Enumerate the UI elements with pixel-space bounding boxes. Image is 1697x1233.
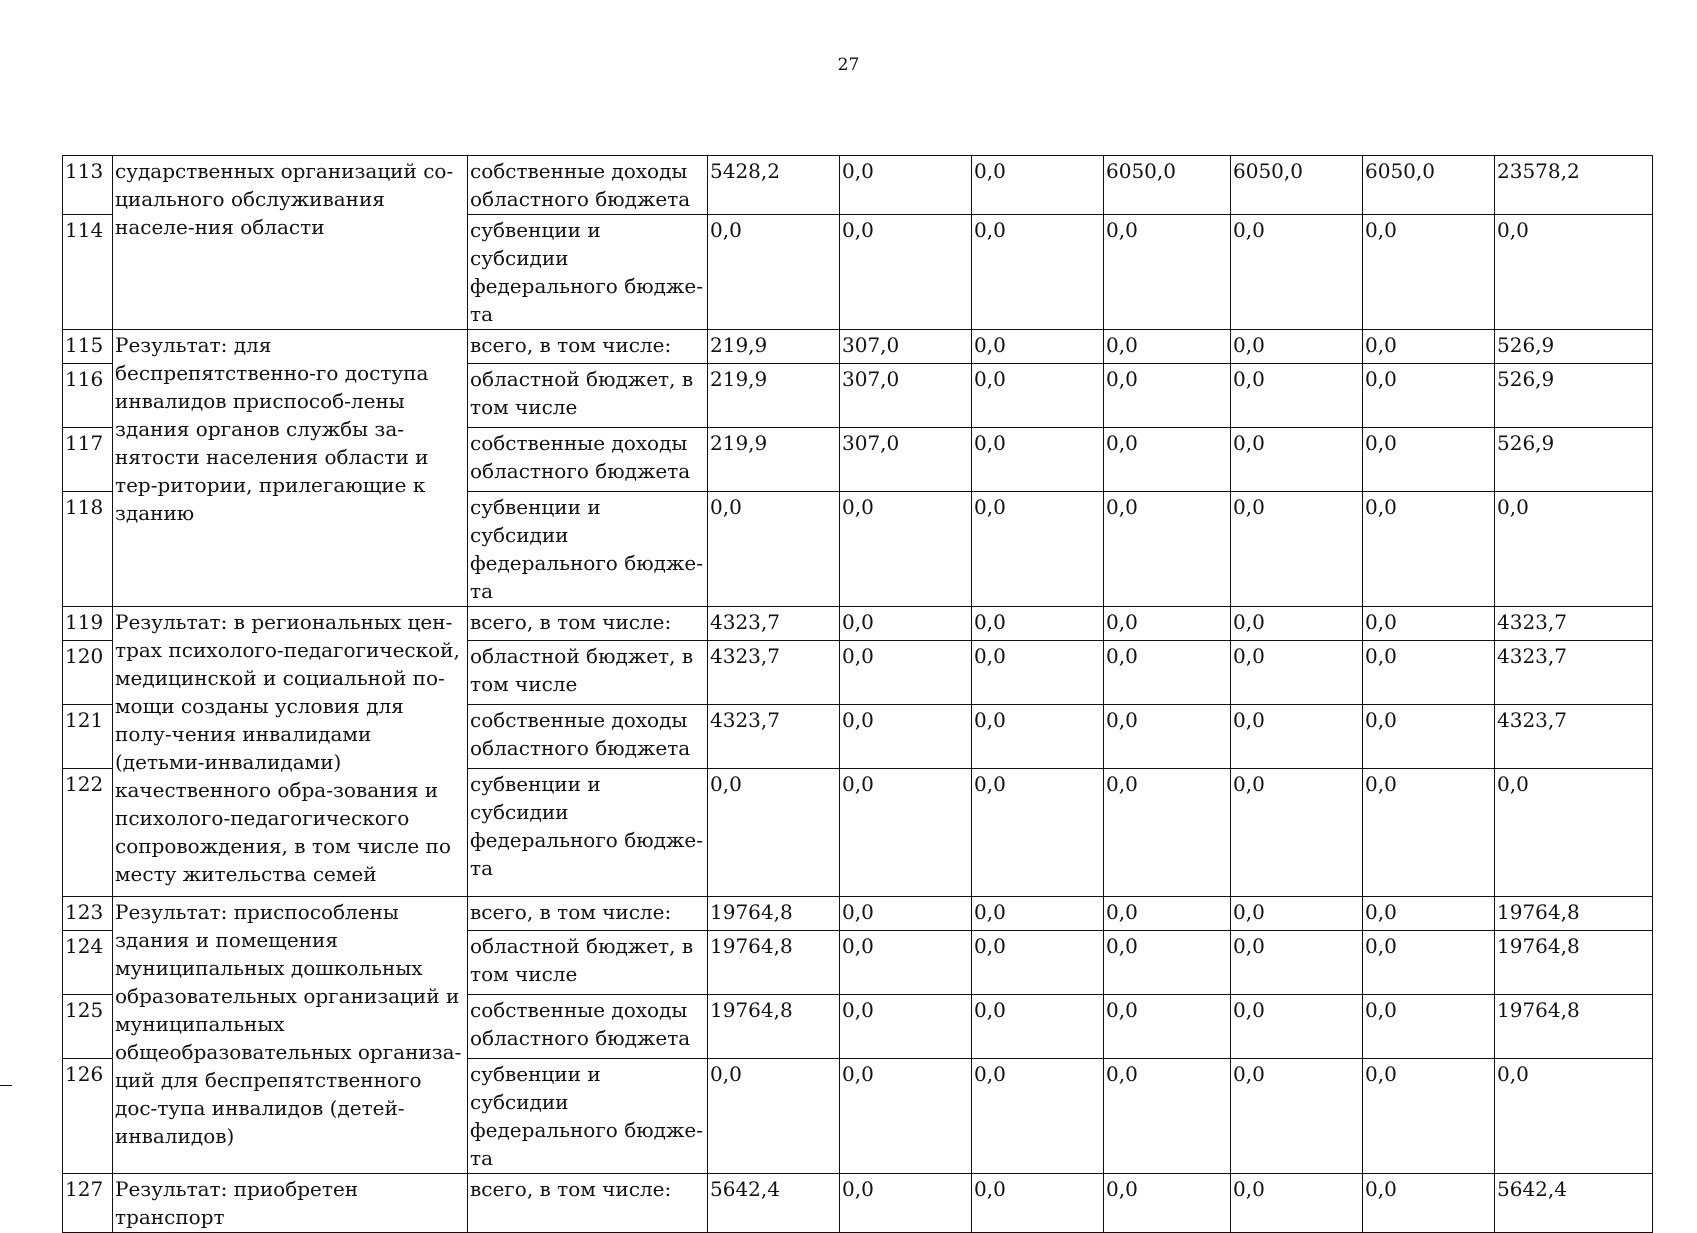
amount-value: 0,0 [840, 931, 972, 995]
amount-value: 0,0 [972, 215, 1104, 330]
row-number: 127 [63, 1174, 113, 1233]
amount-value: 0,0 [972, 330, 1104, 364]
amount-value: 0,0 [840, 1059, 972, 1174]
amount-value: 6050,0 [1231, 156, 1363, 215]
amount-value: 6050,0 [1104, 156, 1231, 215]
amount-value: 0,0 [840, 215, 972, 330]
table-row [63, 1174, 1653, 1233]
result-description: Результат: в региональных цен-трах психолого-педагогической, медицинской и социальной по-мощи созданы условия для полу-чения инвалидами (детьми-инвалидами) качественного обра-зования и психолого-педагогического сопровождения, в том числе по месту жительства семей [113, 607, 468, 897]
result-description: Результат: для беспрепятственно-го доступа инвалидов приспособ-лены здания органов службы за-нятости населения области и тер-ритории, прилегающие к зданию [113, 330, 468, 607]
amount-value: 0,0 [1363, 931, 1495, 995]
amount-value: 0,0 [972, 897, 1104, 931]
amount-value: 0,0 [972, 1059, 1104, 1174]
amount-value: 0,0 [1104, 995, 1231, 1059]
amount-value: 0,0 [1363, 215, 1495, 330]
amount-value: 219,9 [708, 330, 840, 364]
amount-value: 0,0 [1363, 1174, 1495, 1233]
amount-value: 0,0 [840, 607, 972, 641]
amount-value: 0,0 [1231, 705, 1363, 769]
total-value: 0,0 [1495, 215, 1653, 330]
amount-value: 19764,8 [708, 995, 840, 1059]
total-value: 19764,8 [1495, 897, 1653, 931]
amount-value: 0,0 [840, 705, 972, 769]
funding-source: областной бюджет, в том числе [468, 641, 708, 705]
funding-source: собственные доходы областного бюджета [468, 156, 708, 215]
budget-table [62, 155, 1653, 1233]
total-value: 19764,8 [1495, 931, 1653, 995]
row-number: 116 [63, 364, 113, 428]
amount-value: 0,0 [1231, 492, 1363, 607]
amount-value: 0,0 [1231, 364, 1363, 428]
amount-value: 4323,7 [708, 607, 840, 641]
amount-value: 0,0 [1363, 1059, 1495, 1174]
amount-value: 0,0 [708, 769, 840, 897]
funding-source: всего, в том числе: [468, 1174, 708, 1233]
row-number: 120 [63, 641, 113, 705]
amount-value: 0,0 [1104, 897, 1231, 931]
funding-source: субвенции и субсидии федерального бюдже-та [468, 215, 708, 330]
amount-value: 0,0 [1231, 330, 1363, 364]
amount-value: 19764,8 [708, 897, 840, 931]
funding-source: собственные доходы областного бюджета [468, 995, 708, 1059]
amount-value: 5642,4 [708, 1174, 840, 1233]
table-row [63, 330, 1653, 364]
amount-value: 0,0 [840, 769, 972, 897]
amount-value: 0,0 [972, 995, 1104, 1059]
amount-value: 0,0 [1363, 705, 1495, 769]
amount-value: 0,0 [1231, 1174, 1363, 1233]
amount-value: 0,0 [1104, 492, 1231, 607]
amount-value: 0,0 [1231, 215, 1363, 330]
amount-value: 0,0 [1231, 641, 1363, 705]
amount-value: 307,0 [840, 428, 972, 492]
amount-value: 0,0 [1231, 428, 1363, 492]
result-description: Результат: приспособлены здания и помещения муниципальных дошкольных образовательных организаций и муниципальных общеобразовательных организа-ций для беспрепятственного дос-тупа инвалидов (детей-инвалидов) [113, 897, 468, 1174]
amount-value: 0,0 [1104, 330, 1231, 364]
amount-value: 0,0 [1104, 1059, 1231, 1174]
amount-value: 6050,0 [1363, 156, 1495, 215]
row-number: 118 [63, 492, 113, 607]
table-row [63, 156, 1653, 215]
table-body [63, 156, 1653, 1233]
funding-source: всего, в том числе: [468, 897, 708, 931]
amount-value: 0,0 [972, 1174, 1104, 1233]
amount-value: 0,0 [972, 641, 1104, 705]
amount-value: 0,0 [840, 641, 972, 705]
funding-source: субвенции и субсидии федерального бюдже-та [468, 492, 708, 607]
amount-value: 0,0 [1104, 1174, 1231, 1233]
amount-value: 0,0 [840, 1174, 972, 1233]
row-number: 117 [63, 428, 113, 492]
amount-value: 0,0 [1231, 607, 1363, 641]
total-value: 23578,2 [1495, 156, 1653, 215]
total-value: 526,9 [1495, 364, 1653, 428]
amount-value: 0,0 [972, 769, 1104, 897]
amount-value: 0,0 [972, 705, 1104, 769]
total-value: 5642,4 [1495, 1174, 1653, 1233]
amount-value: 0,0 [1363, 769, 1495, 897]
total-value: 4323,7 [1495, 641, 1653, 705]
amount-value: 0,0 [840, 995, 972, 1059]
amount-value: 0,0 [1231, 931, 1363, 995]
total-value: 4323,7 [1495, 705, 1653, 769]
funding-source: субвенции и субсидии федерального бюдже-та [468, 769, 708, 897]
row-number: 115 [63, 330, 113, 364]
result-description: сударственных организаций со-циального обслуживания населе-ния области [113, 156, 468, 330]
amount-value: 0,0 [1231, 995, 1363, 1059]
amount-value: 0,0 [1363, 428, 1495, 492]
amount-value: 0,0 [1363, 492, 1495, 607]
row-number: 119 [63, 607, 113, 641]
row-number: 114 [63, 215, 113, 330]
funding-source: субвенции и субсидии федерального бюдже-та [468, 1059, 708, 1174]
total-value: 4323,7 [1495, 607, 1653, 641]
amount-value: 307,0 [840, 364, 972, 428]
row-number: 122 [63, 769, 113, 897]
total-value: 0,0 [1495, 492, 1653, 607]
total-value: 526,9 [1495, 330, 1653, 364]
amount-value: 0,0 [1363, 995, 1495, 1059]
funding-source: всего, в том числе: [468, 330, 708, 364]
amount-value: 0,0 [1231, 769, 1363, 897]
funding-source: областной бюджет, в том числе [468, 931, 708, 995]
row-number: 125 [63, 995, 113, 1059]
amount-value: 0,0 [972, 607, 1104, 641]
total-value: 19764,8 [1495, 995, 1653, 1059]
amount-value: 0,0 [840, 897, 972, 931]
funding-source: областной бюджет, в том числе [468, 364, 708, 428]
result-description: Результат: приобретен транспорт [113, 1174, 468, 1233]
amount-value: 0,0 [840, 156, 972, 215]
amount-value: 0,0 [1231, 897, 1363, 931]
amount-value: 219,9 [708, 364, 840, 428]
amount-value: 0,0 [972, 428, 1104, 492]
row-number: 126 [63, 1059, 113, 1174]
amount-value: 0,0 [972, 156, 1104, 215]
amount-value: 0,0 [972, 492, 1104, 607]
amount-value: 0,0 [1104, 769, 1231, 897]
total-value: 0,0 [1495, 1059, 1653, 1174]
row-number: 123 [63, 897, 113, 931]
amount-value: 0,0 [1363, 607, 1495, 641]
row-number: 113 [63, 156, 113, 215]
table-row [63, 607, 1653, 641]
amount-value: 0,0 [1363, 364, 1495, 428]
amount-value: 0,0 [1363, 330, 1495, 364]
amount-value: 0,0 [708, 1059, 840, 1174]
row-number: 121 [63, 705, 113, 769]
page-number: 27 [837, 55, 860, 75]
amount-value: 0,0 [708, 492, 840, 607]
amount-value: 0,0 [1104, 705, 1231, 769]
amount-value: 5428,2 [708, 156, 840, 215]
total-value: 526,9 [1495, 428, 1653, 492]
amount-value: 0,0 [1104, 364, 1231, 428]
funding-source: собственные доходы областного бюджета [468, 428, 708, 492]
amount-value: 0,0 [1104, 641, 1231, 705]
amount-value: 0,0 [1363, 641, 1495, 705]
amount-value: 0,0 [1363, 897, 1495, 931]
row-number: 124 [63, 931, 113, 995]
amount-value: 0,0 [1104, 428, 1231, 492]
amount-value: 0,0 [1104, 215, 1231, 330]
amount-value: 219,9 [708, 428, 840, 492]
table-row [63, 897, 1653, 931]
amount-value: 307,0 [840, 330, 972, 364]
total-value: 0,0 [1495, 769, 1653, 897]
margin-dash [0, 1085, 12, 1086]
amount-value: 4323,7 [708, 705, 840, 769]
amount-value: 4323,7 [708, 641, 840, 705]
amount-value: 0,0 [1231, 1059, 1363, 1174]
amount-value: 0,0 [1104, 931, 1231, 995]
amount-value: 19764,8 [708, 931, 840, 995]
amount-value: 0,0 [840, 492, 972, 607]
funding-source: собственные доходы областного бюджета [468, 705, 708, 769]
amount-value: 0,0 [972, 364, 1104, 428]
amount-value: 0,0 [1104, 607, 1231, 641]
amount-value: 0,0 [972, 931, 1104, 995]
funding-source: всего, в том числе: [468, 607, 708, 641]
amount-value: 0,0 [708, 215, 840, 330]
